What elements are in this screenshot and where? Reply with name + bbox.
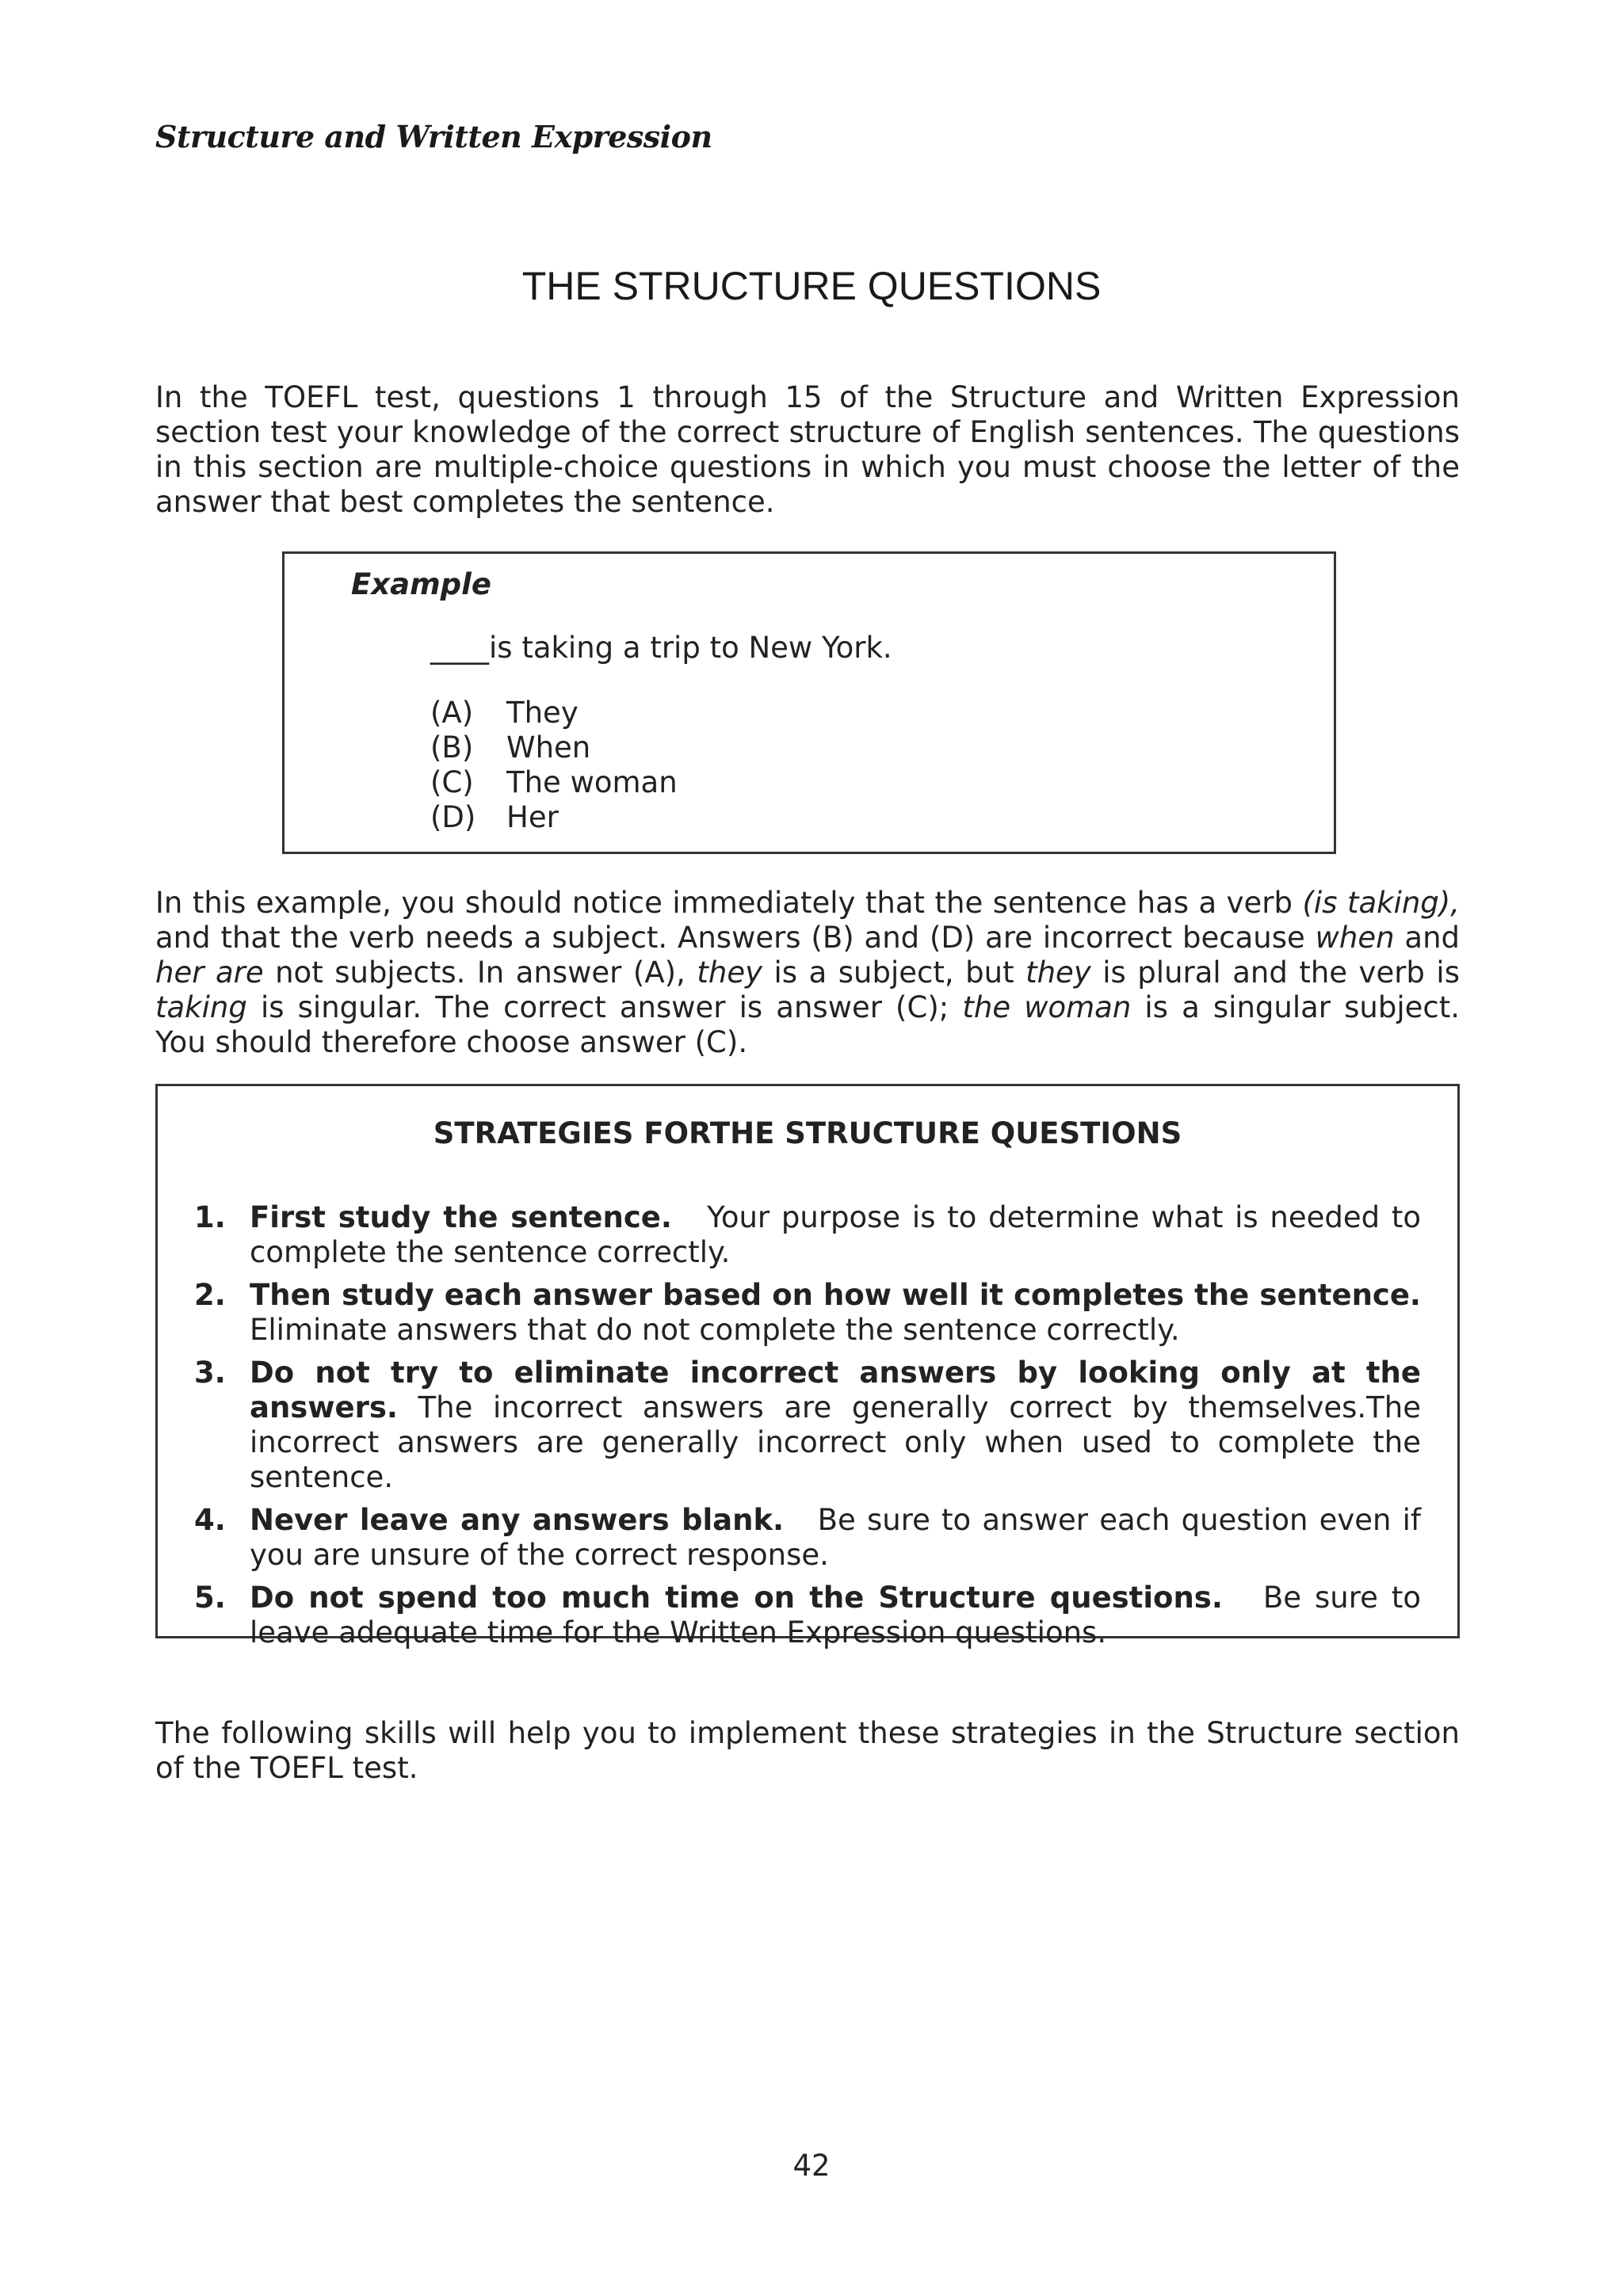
strategy-text (250, 1581, 1430, 1650)
option-letter: (B) (430, 730, 474, 765)
strategy-body: Eliminate answers that do not complete the sentence correctly. (250, 1313, 1180, 1347)
strategy-item (194, 1503, 1430, 1573)
strategies-title: STRATEGIES FORTHE STRUCTURE QUESTIONS (433, 1116, 1182, 1150)
strategy-item (194, 1356, 1421, 1495)
strategy-heading: Then study each answer based on how well it completes the sentence. (250, 1278, 1421, 1312)
strategy-text (250, 1200, 1430, 1270)
strategy-body: Be sure to leave adequate time for the Written Expression questions. (250, 1581, 1430, 1650)
closing-paragraph: The following skills will help you to implement these strategies in the Structure section of the TOEFL test. (155, 1716, 1460, 1785)
answer-options (430, 696, 678, 835)
strategy-heading: Never leave any answers blank. (250, 1503, 785, 1537)
strategy-item (194, 1581, 1430, 1650)
example-label: Example (351, 567, 491, 601)
example-box (282, 551, 1336, 854)
explanation-text: not subjects. In answer (A), (263, 955, 697, 990)
explanation-paragraph (155, 886, 1460, 1060)
explanation-text: In this example, you should notice immediately that the sentence has a verb (155, 886, 1303, 920)
option-text: Her (506, 800, 559, 834)
example-sentence: ____is taking a trip to New York. (430, 631, 892, 665)
strategy-number: 5. (194, 1581, 226, 1615)
explanation-emphasis: (is taking), (1302, 886, 1460, 920)
explanation-emphasis: taking (155, 990, 247, 1024)
strategy-body: Your purpose is to determine what is needed to complete the sentence correctly. (250, 1200, 1430, 1269)
option-letter: (A) (430, 696, 474, 730)
explanation-text: is a singular subject. You should therefore choose answer (C). (155, 990, 1460, 1059)
strategy-heading: Do not spend too much time on the Structure questions. (250, 1581, 1223, 1615)
strategy-item (194, 1200, 1430, 1270)
explanation-emphasis: they (697, 955, 762, 990)
option-a (430, 696, 678, 730)
strategies-box (155, 1084, 1460, 1650)
strategy-number: 2. (194, 1278, 226, 1312)
option-b (430, 730, 678, 765)
strategy-number: 3. (194, 1356, 226, 1390)
explanation-text: is singular. The correct answer is answer (C); (246, 990, 963, 1024)
explanation-emphasis: when (1315, 921, 1395, 955)
explanation-emphasis: her are (155, 955, 264, 990)
running-header: Structure and Written Expression (155, 119, 712, 154)
strategy-heading: First study the sentence. (250, 1200, 672, 1234)
explanation-text: and that the verb needs a subject. Answers (B) and (D) are incorrect because (155, 921, 1316, 955)
strategy-body: Be sure to answer each question even if you are unsure of the correct response. (250, 1503, 1430, 1572)
option-letter: (D) (430, 800, 476, 834)
explanation-text: and (1394, 921, 1461, 955)
intro-paragraph: In the TOEFL test, questions 1 through 15 of the Structure and Written Expression section test your knowledge of the correct structure of English sentences. The questions in this section are multiple-choice questions in which you must choose the letter of the answer that best completes the sentence. (155, 380, 1460, 519)
explanation-text: is plural and the verb is (1090, 955, 1460, 990)
option-c (430, 765, 678, 800)
strategy-body: The incorrect answers are generally correct by themselves.The incorrect answers are generally incorrect only when used to complete the sentence. (250, 1390, 1421, 1494)
strategy-number: 4. (194, 1503, 226, 1537)
option-text: When (506, 730, 591, 765)
option-text: They (506, 696, 579, 730)
strategy-text (250, 1278, 1421, 1348)
explanation-emphasis: the woman (962, 990, 1132, 1024)
strategy-text (250, 1356, 1421, 1495)
strategy-list (194, 1200, 1430, 1658)
option-text: The woman (506, 765, 678, 799)
strategy-text (250, 1503, 1430, 1573)
strategy-heading: Do not try to eliminate incorrect answers by looking only at the answers. (250, 1356, 1421, 1425)
strategy-item (194, 1278, 1421, 1348)
option-d (430, 800, 678, 835)
option-letter: (C) (430, 765, 474, 799)
explanation-text: is a subject, but (762, 955, 1026, 990)
strategy-number: 1. (194, 1200, 226, 1234)
page-number: 42 (792, 2149, 831, 2183)
page-title: THE STRUCTURE QUESTIONS (521, 264, 1102, 308)
explanation-emphasis: they (1025, 955, 1091, 990)
